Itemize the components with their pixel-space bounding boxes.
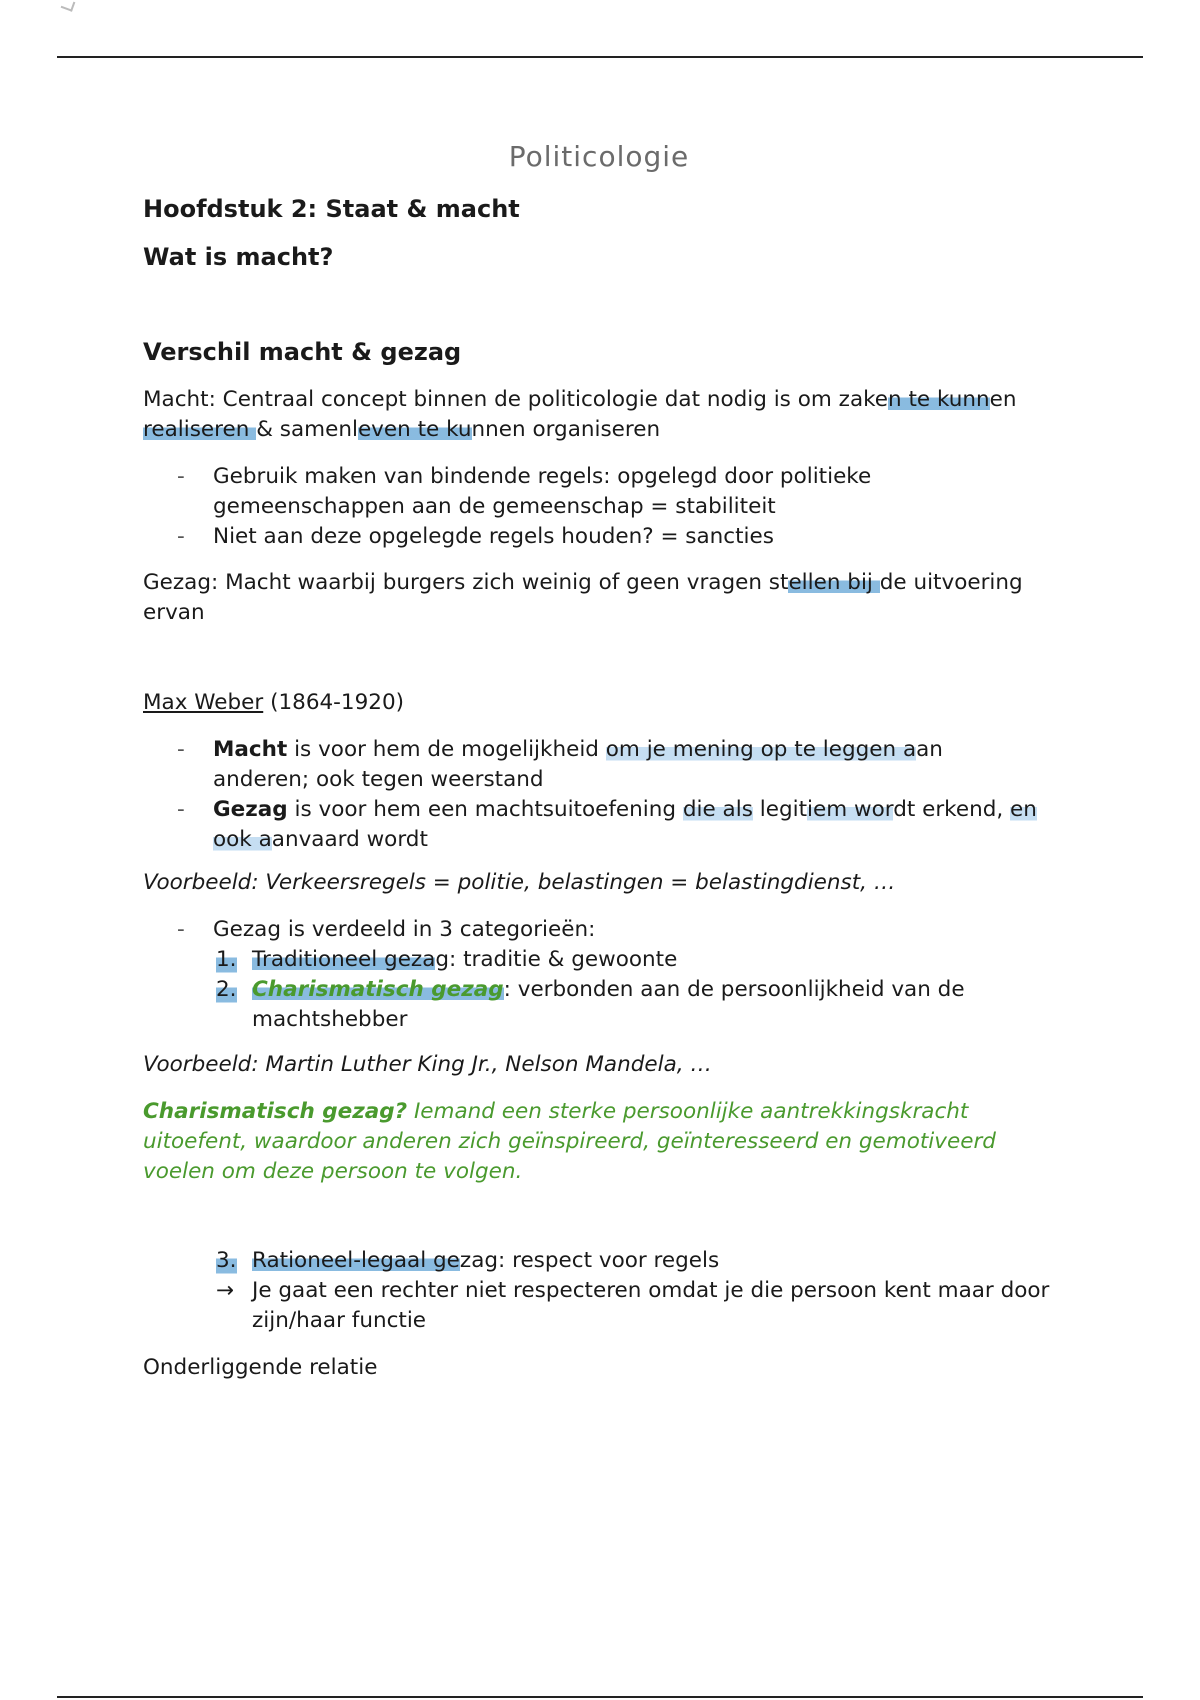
highlight: even te ku bbox=[357, 417, 472, 442]
section-heading-difference: Verschil macht & gezag bbox=[143, 338, 462, 366]
highlight: n te kunn bbox=[888, 387, 990, 412]
categories-list bbox=[140, 915, 1040, 945]
list-item: - Gezag is voor hem een machtsuitoefening die als legitiem wordt erkend, en ook aanvaard wordt bbox=[177, 797, 1037, 852]
example-leaders: Voorbeeld: Martin Luther King Jr., Nelson Mandela, … bbox=[143, 1052, 712, 1077]
example-traffic: Voorbeeld: Verkeersregels = politie, belastingen = belastingdienst, … bbox=[143, 870, 896, 895]
highlight: om je mening op te leggen a bbox=[605, 737, 917, 762]
macht-definition bbox=[143, 385, 1063, 445]
highlight: iem wor bbox=[807, 797, 894, 822]
categories-numbered-3 bbox=[216, 1246, 1036, 1276]
highlight: ellen bij bbox=[788, 570, 880, 595]
weber-list bbox=[140, 735, 1040, 855]
macht-def-text: nnen organiseren bbox=[471, 417, 661, 442]
category-item-3: 3. Rationeel-legaal gezag: respect voor regels bbox=[216, 1246, 1036, 1276]
weber-line bbox=[143, 688, 1063, 718]
weber-name: Max Weber bbox=[143, 690, 264, 715]
chapter-heading: Hoofdstuk 2: Staat & macht bbox=[143, 195, 520, 223]
corner-mark bbox=[61, 0, 76, 12]
top-rule bbox=[57, 56, 1143, 58]
highlight: Rationeel-legaal ge bbox=[252, 1248, 460, 1273]
category-item-2: 2. Charismatisch gezag: verbonden aan de persoonlijkheid van de machtshebber bbox=[216, 977, 965, 1032]
category-item-1: 1. Traditioneel gezag: traditie & gewoonte bbox=[216, 945, 1036, 975]
categories-numbered bbox=[216, 945, 1036, 1035]
bottom-rule bbox=[57, 1696, 1143, 1698]
arrow-right-icon: → bbox=[216, 1278, 235, 1303]
macht-def-text: & samenl bbox=[256, 417, 358, 442]
list-item: - Gezag is verdeeld in 3 categorieën: bbox=[177, 917, 596, 942]
list-item: - Macht is voor hem de mogelijkheid om je mening op te leggen aan anderen; ook tegen weerstand bbox=[177, 737, 943, 792]
weber-years: (1864-1920) bbox=[263, 690, 405, 715]
highlight: en ook a bbox=[213, 797, 1037, 852]
page-title: Politicologie bbox=[508, 140, 690, 173]
macht-def-text: en bbox=[989, 387, 1017, 412]
highlight: Traditioneel geza bbox=[252, 947, 436, 972]
gezag-definition: Gezag: Macht waarbij burgers zich weinig of geen vragen stellen bij de uitvoering ervan bbox=[143, 570, 1023, 625]
highlight: realiseren bbox=[143, 417, 257, 442]
macht-def-text: Macht: Centraal concept binnen de politicologie dat nodig is om zake bbox=[143, 387, 889, 412]
list-item: - Gebruik maken van bindende regels: opgelegd door politieke gemeenschappen aan de gemeenschap = stabiliteit bbox=[177, 464, 872, 519]
charisma-note: Charismatisch gezag? Iemand een sterke persoonlijke aantrekkingskracht uitoefent, waardoor anderen zich geïnspireerd, geïnteresseerd en gemotiveerd voelen om deze persoon te volgen. bbox=[143, 1099, 996, 1184]
rules-list bbox=[140, 462, 1040, 552]
list-item: - Niet aan deze opgelegde regels houden? = sancties bbox=[177, 524, 774, 549]
highlight: die als bbox=[682, 797, 753, 822]
underlying-relation: Onderliggende relatie bbox=[143, 1355, 378, 1380]
charisma-term: Charismatisch gezag bbox=[252, 977, 504, 1002]
section-heading-what-is-power: Wat is macht? bbox=[143, 243, 334, 271]
arrow-note: → Je gaat een rechter niet respecteren omdat je die persoon kent maar door zijn/haar functie bbox=[216, 1278, 1050, 1333]
